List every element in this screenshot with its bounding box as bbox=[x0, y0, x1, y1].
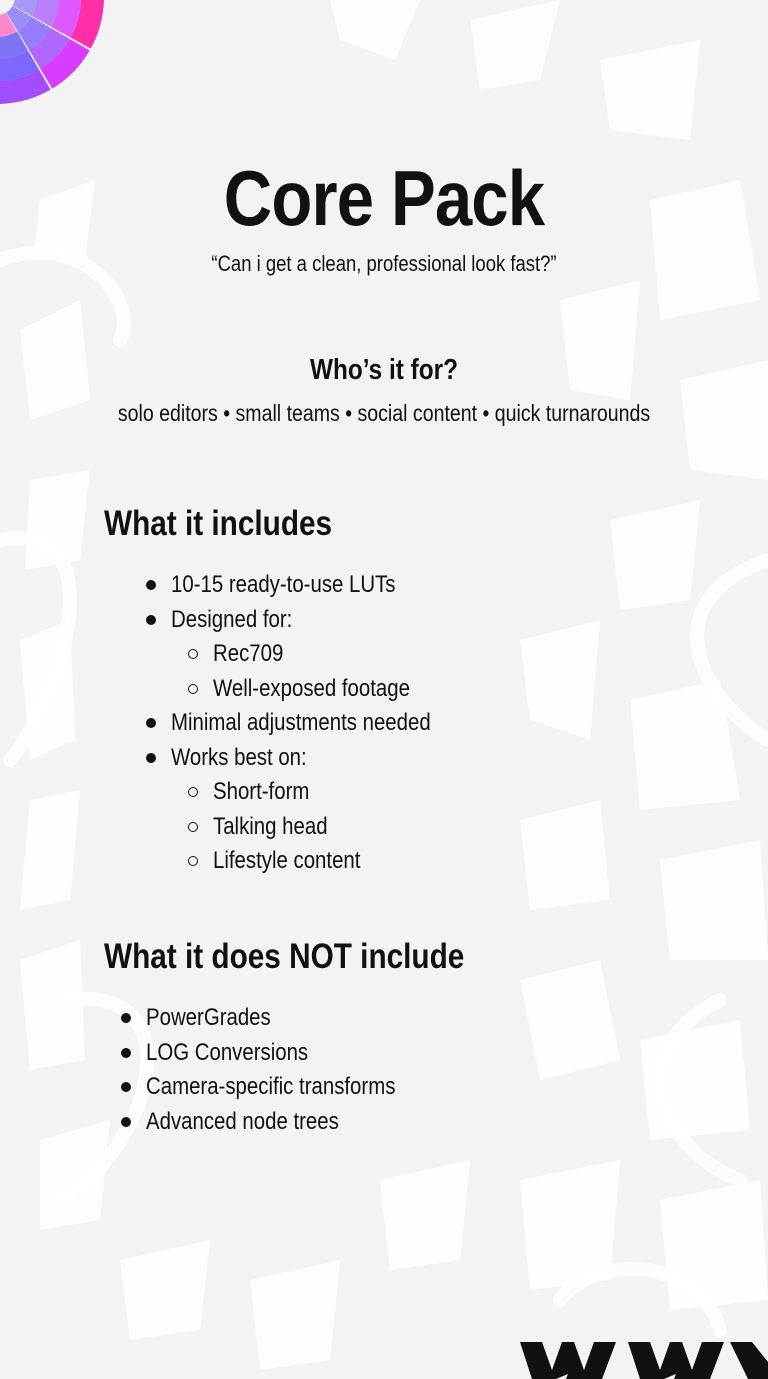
bullet-icon bbox=[146, 718, 156, 728]
audience-heading: Who’s it for? bbox=[310, 354, 458, 386]
bullet-icon bbox=[146, 615, 156, 625]
list-item: Camera-specific transforms bbox=[121, 1070, 439, 1105]
list-item: LOG Conversions bbox=[121, 1036, 439, 1071]
includes-heading: What it includes bbox=[104, 504, 333, 543]
hollow-bullet-icon bbox=[188, 684, 198, 694]
excludes-list bbox=[121, 1001, 439, 1139]
sub-list-item: Lifestyle content bbox=[146, 844, 477, 879]
audience-list: solo editors • small teams • social content • quick turnarounds bbox=[117, 400, 651, 426]
list-item: Works best on: bbox=[146, 741, 477, 776]
list-item: 10-15 ready-to-use LUTs bbox=[146, 568, 477, 603]
bullet-icon bbox=[121, 1117, 131, 1127]
sub-list-item: Short-form bbox=[146, 775, 477, 810]
bullet-icon bbox=[121, 1082, 131, 1092]
hollow-bullet-icon bbox=[188, 787, 198, 797]
hollow-bullet-icon bbox=[188, 822, 198, 832]
page-title: Core Pack bbox=[223, 154, 545, 242]
bullet-icon bbox=[146, 753, 156, 763]
list-item: Designed for: bbox=[146, 603, 477, 638]
sub-list-item: Talking head bbox=[146, 810, 477, 845]
hollow-bullet-icon bbox=[188, 649, 198, 659]
bullet-icon bbox=[121, 1048, 131, 1058]
excludes-heading: What it does NOT include bbox=[104, 937, 465, 976]
includes-list bbox=[146, 568, 477, 879]
hollow-bullet-icon bbox=[188, 856, 198, 866]
list-item: PowerGrades bbox=[121, 1001, 439, 1036]
sub-list-item: Well-exposed footage bbox=[146, 672, 477, 707]
list-item: Advanced node trees bbox=[121, 1105, 439, 1140]
bullet-icon bbox=[121, 1013, 131, 1023]
tagline: “Can i get a clean, professional look fast?” bbox=[211, 251, 557, 276]
sub-list-item: Rec709 bbox=[146, 637, 477, 672]
list-item: Minimal adjustments needed bbox=[146, 706, 477, 741]
bullet-icon bbox=[146, 580, 156, 590]
